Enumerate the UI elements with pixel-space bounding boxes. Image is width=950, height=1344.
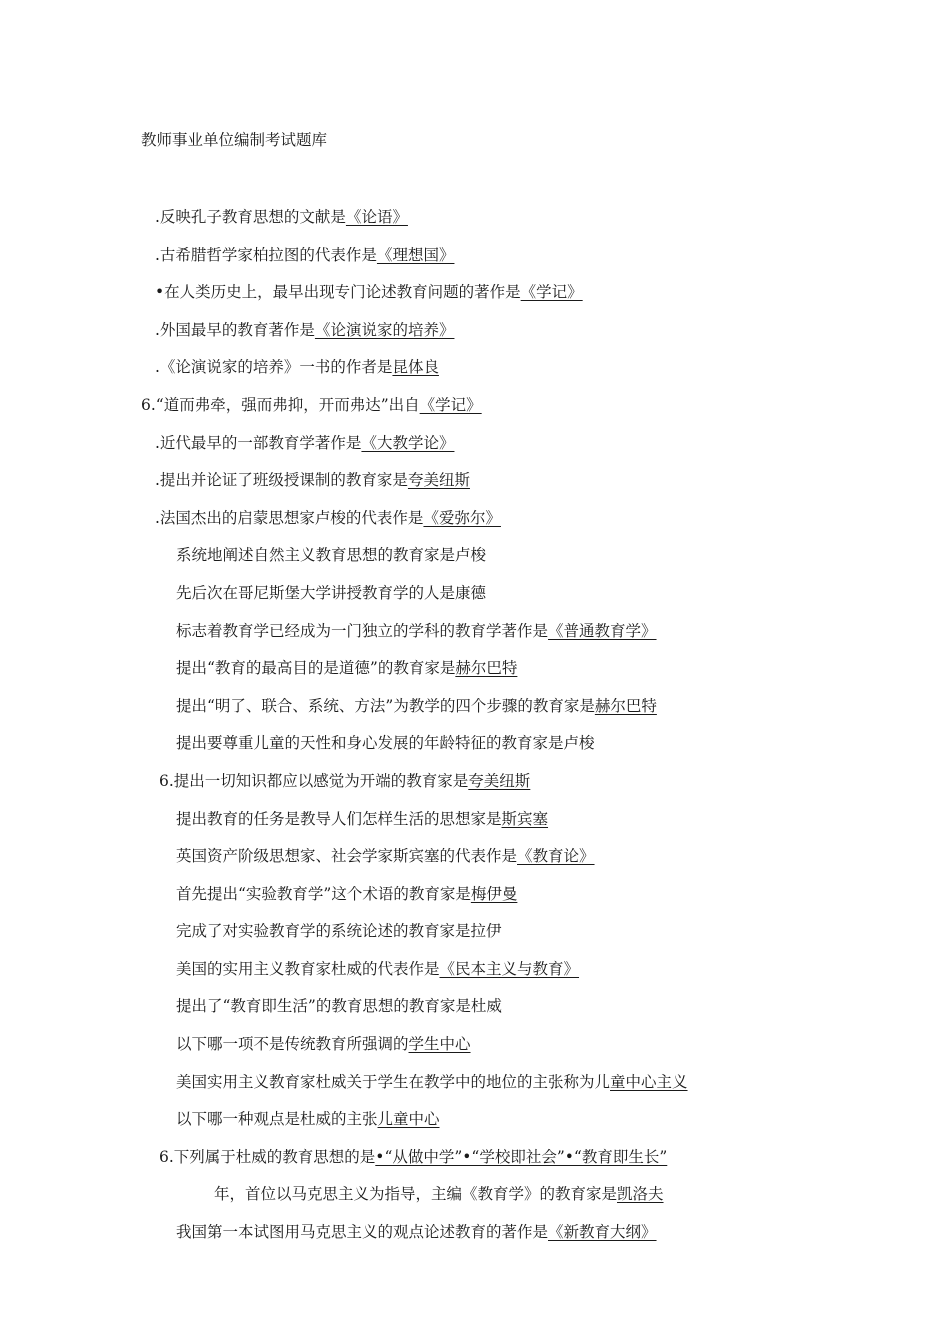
question-text: 完成了对实验教育学的系统论述的教育家是拉伊 [176,922,502,941]
question-line [0,619,950,657]
question-line [0,656,950,694]
answer-text: 《大教学论》 [361,433,455,452]
question-text: 英国资产阶级思想家、社会学家斯宾塞的代表作是 [176,847,518,866]
question-line [0,506,950,544]
question-text: .外国最早的教育著作是 [155,320,315,339]
question-line [0,1182,950,1220]
answer-text: 夸美纽斯 [407,471,470,490]
answer-text: •“从做中学”•“学校即社会”•“教育即生长” [375,1147,668,1166]
question-text: 我国第一本试图用马克思主义的观点论述教育的著作是 [176,1223,549,1242]
answer-text: 《学记》 [520,283,583,302]
answer-text: 昆体良 [392,358,439,377]
answer-text: 《新教育大纲》 [548,1223,657,1242]
answer-text: 《普通教育学》 [548,621,657,640]
question-text: 提出“教育的最高目的是道德”的教育家是 [176,659,456,678]
question-line [0,1032,950,1070]
answer-text: 《教育论》 [517,847,595,866]
question-text: 年，首位以马克思主义为指导，主编《教育学》的教育家是 [214,1185,618,1204]
question-text: .法国杰出的启蒙思想家卢梭的代表作是 [155,508,424,527]
question-line [0,581,950,619]
question-list [0,205,950,1258]
answer-text: 《理想国》 [376,245,455,264]
question-line [0,205,950,243]
answer-text: 《论演说家的培养》 [314,320,455,339]
question-line [0,1220,950,1258]
answer-text: 儿童中心 [377,1110,440,1129]
question-line [0,844,950,882]
answer-text: 《爱弥尔》 [423,508,501,527]
question-line [0,431,950,469]
question-text: 提出了“教育即生活”的教育思想的教育家是杜威 [176,997,502,1016]
question-line [0,731,950,769]
question-line [0,1107,950,1145]
answer-text: 斯宾塞 [501,809,549,828]
question-text: 系统地阐述自然主义教育思想的教育家是卢梭 [176,546,487,565]
question-line [0,468,950,506]
question-line [0,1070,950,1108]
answer-text: 《学记》 [419,395,482,414]
question-line [0,280,950,318]
answer-text: 夸美纽斯 [468,771,531,790]
question-text: .近代最早的一部教育学著作是 [155,433,362,452]
question-line [0,919,950,957]
answer-text: 赫尔巴特 [455,659,518,678]
question-text: 美国实用主义教育家杜威关于学生在教学中的地位的主张称为儿 [176,1072,611,1091]
question-text: .提出并论证了班级授课制的教育家是 [155,471,408,490]
question-text: 以下哪一种观点是杜威的主张 [176,1110,378,1129]
question-line [0,957,950,995]
question-text: 以下哪一项不是传统教育所强调的 [176,1035,409,1054]
question-line [0,694,950,732]
question-line [0,1145,950,1183]
question-line [0,355,950,393]
question-text: 6.“道而弗牵，强而弗抑，开而弗达”出自 [141,395,420,414]
question-text: 6.提出一切知识都应以感觉为开端的教育家是 [159,771,469,790]
question-text: 提出教育的任务是教导人们怎样生活的思想家是 [176,809,502,828]
answer-text: 《民本主义与教育》 [439,959,580,978]
question-text: 6.下列属于杜威的教育思想的是 [159,1147,376,1166]
question-text: .古希腊哲学家柏拉图的代表作是 [155,245,377,264]
answer-text: 凯洛夫 [617,1185,664,1204]
question-line [0,807,950,845]
question-line [0,994,950,1032]
document-title: 教师事业单位编制考试题库 [141,131,328,149]
answer-text: 学生中心 [408,1035,471,1054]
question-line [0,882,950,920]
question-line [0,543,950,581]
answer-text: 梅伊曼 [470,884,518,903]
question-text: .反映孔子教育思想的文献是 [155,208,346,226]
question-line [0,318,950,356]
question-text: •在人类历史上，最早出现专门论述教育问题的著作是 [155,283,521,302]
question-line [0,769,950,807]
question-text: 先后次在哥尼斯堡大学讲授教育学的人是康德 [176,583,487,602]
question-text: 美国的实用主义教育家杜威的代表作是 [176,959,440,978]
question-text: 提出要尊重儿童的天性和身心发展的年龄特征的教育家是卢梭 [176,734,595,753]
question-text: 标志着教育学已经成为一门独立的学科的教育学著作是 [176,621,549,640]
question-text: 首先提出“实验教育学”这个术语的教育家是 [176,884,471,903]
answer-text: 童中心主义 [610,1072,688,1091]
question-text: 提出“明了、联合、系统、方法”为教学的四个步骤的教育家是 [176,696,595,715]
answer-text: 赫尔巴特 [594,696,657,715]
question-text: .《论演说家的培养》一书的作者是 [155,358,393,377]
answer-text: 《论语》 [345,208,408,226]
question-line [0,393,950,431]
question-line [0,243,950,281]
